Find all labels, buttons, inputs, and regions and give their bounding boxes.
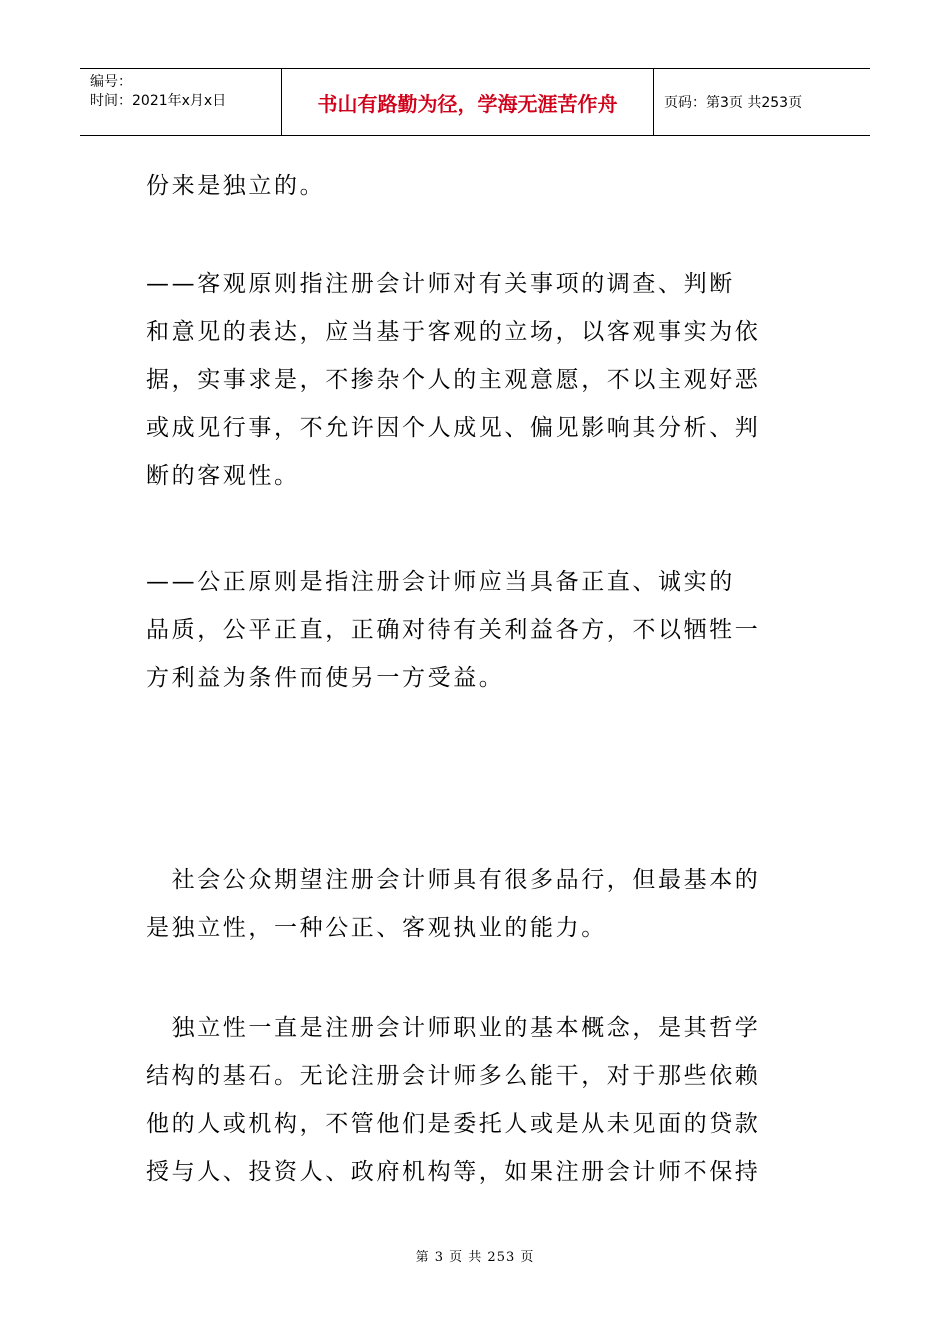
paragraph-line: 和意见的表达，应当基于客观的立场，以客观事实为依 — [146, 319, 761, 345]
paragraph-line: 社会公众期望注册会计师具有很多品行，但最基本的 — [146, 867, 761, 893]
paragraph-line: 授与人、投资人、政府机构等，如果注册会计师不保持 — [146, 1159, 761, 1185]
paragraph-line: 是独立性，一种公正、客观执业的能力。 — [146, 915, 607, 941]
header-page-info-cell — [654, 69, 870, 135]
page-footer — [0, 1246, 950, 1265]
document-date-label: 时间：2021年x月x日 — [90, 93, 227, 109]
paragraph-line: 品质，公平正直，正确对待有关利益各方，不以牺牲一 — [146, 617, 761, 643]
header-motto: 书山有路勤为径，学海无涯苦作舟 — [317, 91, 618, 116]
paragraph-line: ——公正原则是指注册会计师应当具备正直、诚实的 — [146, 569, 735, 595]
paragraph-line: 或成见行事，不允许因个人成见、偏见影响其分析、判 — [146, 415, 761, 441]
footer-page-number: 第 3 页 共 253 页 — [415, 1250, 535, 1265]
paragraph-5 — [146, 1004, 806, 1196]
paragraph-2 — [146, 260, 806, 500]
header-motto-cell — [282, 69, 654, 135]
page-header — [80, 68, 870, 136]
paragraph-1 — [146, 162, 806, 210]
paragraph-line: 独立性一直是注册会计师职业的基本概念，是其哲学 — [146, 1015, 761, 1041]
paragraph-3 — [146, 558, 806, 702]
document-number-label: 编号： — [90, 74, 132, 90]
paragraph-line: 据，实事求是，不掺杂个人的主观意愿，不以主观好恶 — [146, 367, 761, 393]
header-page-info: 页码：第3页 共253页 — [664, 95, 803, 111]
paragraph-line: 份来是独立的。 — [146, 173, 326, 199]
paragraph-line: ——客观原则指注册会计师对有关事项的调查、判断 — [146, 271, 735, 297]
header-meta — [80, 69, 282, 135]
paragraph-line: 结构的基石。无论注册会计师多么能干，对于那些依赖 — [146, 1063, 761, 1089]
paragraph-line: 断的客观性。 — [146, 463, 300, 489]
paragraph-line: 他的人或机构，不管他们是委托人或是从未见面的贷款 — [146, 1111, 761, 1137]
paragraph-line: 方利益为条件而使另一方受益。 — [146, 665, 505, 691]
paragraph-4 — [146, 856, 806, 952]
